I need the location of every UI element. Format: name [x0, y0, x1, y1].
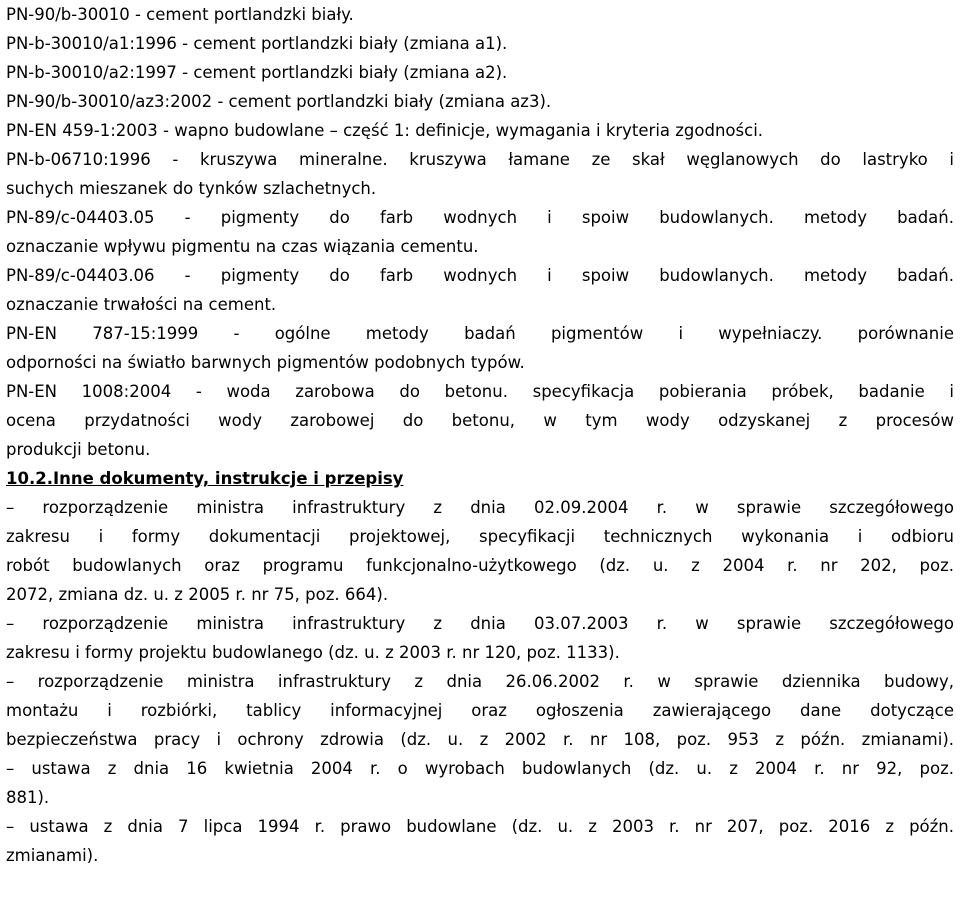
paragraph-line: PN-90/b-30010 - cement portlandzki biały. [6, 5, 354, 24]
paragraph-line: odporności na światło barwnych pigmentów podobnych typów. [6, 353, 525, 372]
document-paragraph [6, 203, 954, 261]
document-paragraph [6, 493, 954, 609]
document-paragraph [6, 377, 954, 464]
paragraph-line: oznaczanie trwałości na cement. [6, 295, 277, 314]
section-heading [6, 464, 954, 493]
paragraph-line: produkcji betonu. [6, 440, 151, 459]
paragraph-line: PN-89/c-04403.06 - pigmenty do farb wodnych i spoiw budowlanych. metody badań. [6, 266, 954, 285]
document-paragraph [6, 116, 954, 145]
paragraph-line: zakresu i formy projektu budowlanego (dz. u. z 2003 r. nr 120, poz. 1133). [6, 643, 620, 662]
paragraph-line: robót budowlanych oraz programu funkcjonalno-użytkowego (dz. u. z 2004 r. nr 202, poz. [6, 556, 954, 575]
document-paragraph [6, 319, 954, 377]
section-heading-text: 10.2.Inne dokumenty, instrukcje i przepisy [6, 469, 404, 488]
document-paragraph [6, 812, 954, 870]
paragraph-line: – rozporządzenie ministra infrastruktury z dnia 26.06.2002 r. w sprawie dziennika budowy, [6, 672, 954, 691]
paragraph-line: – rozporządzenie ministra infrastruktury z dnia 03.07.2003 r. w sprawie szczegółowego [6, 614, 954, 633]
paragraph-line: PN-b-30010/a1:1996 - cement portlandzki biały (zmiana a1). [6, 34, 508, 53]
document-paragraph [6, 261, 954, 319]
paragraph-line: 881). [6, 788, 50, 807]
paragraph-line: PN-EN 787-15:1999 - ogólne metody badań pigmentów i wypełniaczy. porównanie [6, 324, 954, 343]
document-paragraph [6, 29, 954, 58]
paragraph-line: PN-89/c-04403.05 - pigmenty do farb wodnych i spoiw budowlanych. metody badań. [6, 208, 954, 227]
paragraph-line: PN-b-06710:1996 - kruszywa mineralne. kruszywa łamane ze skał węglanowych do lastryko i [6, 150, 954, 169]
document-paragraph [6, 87, 954, 116]
paragraph-line: 2072, zmiana dz. u. z 2005 r. nr 75, poz. 664). [6, 585, 389, 604]
paragraph-line: – ustawa z dnia 7 lipca 1994 r. prawo budowlane (dz. u. z 2003 r. nr 207, poz. 2016 z późn. [6, 817, 954, 836]
document-paragraph [6, 0, 954, 29]
paragraph-line: PN-EN 1008:2004 - woda zarobowa do betonu. specyfikacja pobierania próbek, badanie i [6, 382, 954, 401]
paragraph-line: oznaczanie wpływu pigmentu na czas wiązania cementu. [6, 237, 479, 256]
paragraph-line: ocena przydatności wody zarobowej do betonu, w tym wody odzyskanej z procesów [6, 411, 954, 430]
paragraph-line: zakresu i formy dokumentacji projektowej, specyfikacji technicznych wykonania i odbioru [6, 527, 954, 546]
paragraph-line: – ustawa z dnia 16 kwietnia 2004 r. o wyrobach budowlanych (dz. u. z 2004 r. nr 92, poz. [6, 759, 954, 778]
paragraph-line: bezpieczeństwa pracy i ochrony zdrowia (dz. u. z 2002 r. nr 108, poz. 953 z późn. zmianami). [6, 730, 954, 749]
document-paragraph [6, 145, 954, 203]
paragraph-line: PN-90/b-30010/az3:2002 - cement portlandzki biały (zmiana az3). [6, 92, 552, 111]
document-paragraph [6, 609, 954, 667]
paragraph-line: suchych mieszanek do tynków szlachetnych. [6, 179, 377, 198]
paragraph-line: PN-EN 459-1:2003 - wapno budowlane – część 1: definicje, wymagania i kryteria zgodności. [6, 121, 764, 140]
paragraph-line: zmianami). [6, 846, 99, 865]
document-paragraph [6, 667, 954, 754]
document-paragraph [6, 754, 954, 812]
paragraph-line: – rozporządzenie ministra infrastruktury z dnia 02.09.2004 r. w sprawie szczegółowego [6, 498, 954, 517]
paragraph-line: montażu i rozbiórki, tablicy informacyjnej oraz ogłoszenia zawierającego dane dotyczące [6, 701, 954, 720]
document-paragraph [6, 58, 954, 87]
paragraph-line: PN-b-30010/a2:1997 - cement portlandzki biały (zmiana a2). [6, 63, 508, 82]
